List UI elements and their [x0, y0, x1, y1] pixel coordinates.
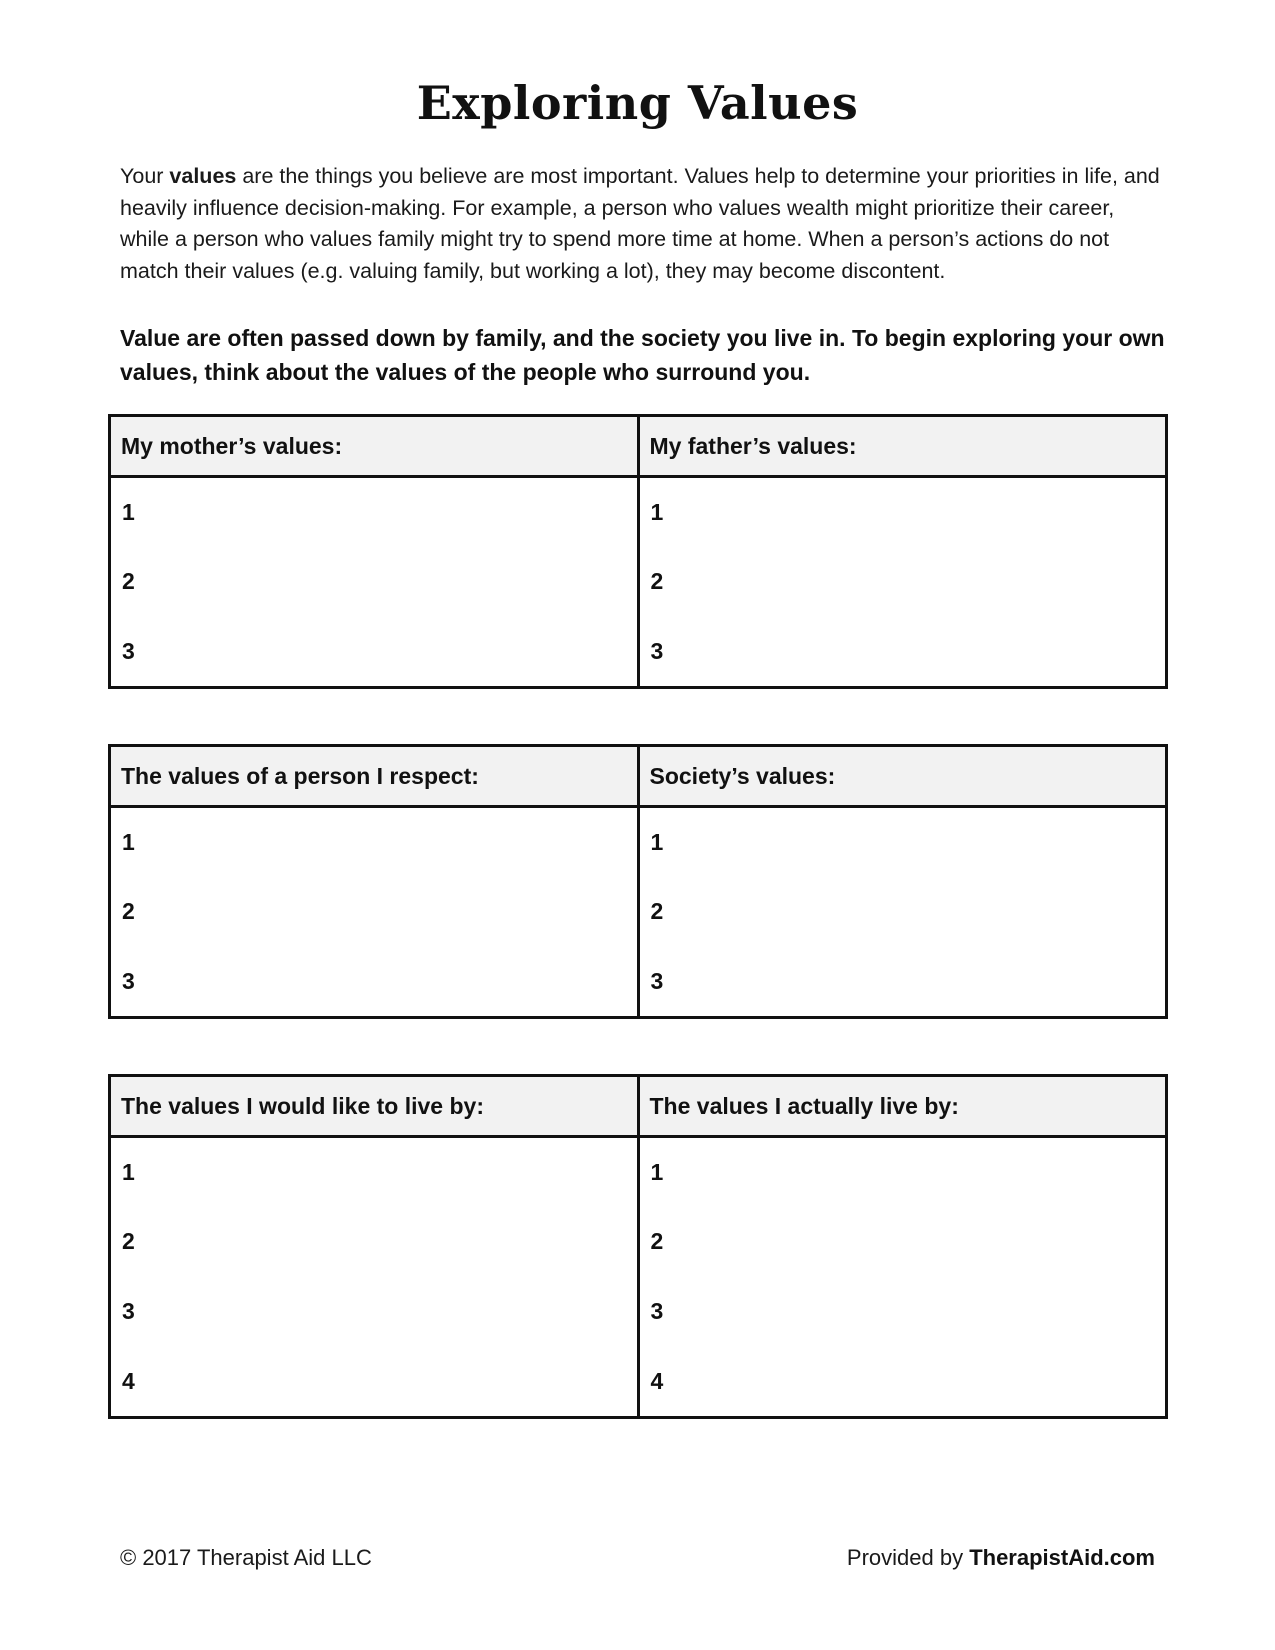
entry-row-1[interactable]: 1: [650, 498, 664, 525]
entry-row-3[interactable]: 3: [650, 1297, 664, 1324]
intro-bold-word: values: [169, 164, 237, 188]
page-title: Exploring Values: [416, 76, 859, 130]
entry-row-3[interactable]: 3: [650, 637, 664, 664]
entry-row-3[interactable]: 3: [122, 637, 135, 664]
column-ideal-values: [111, 1077, 637, 1416]
entry-row-3[interactable]: 3: [650, 967, 664, 994]
entry-row-2[interactable]: 2: [122, 567, 135, 594]
values-table-respect-society: [108, 744, 1168, 1019]
entry-row-1[interactable]: 1: [650, 1158, 664, 1185]
intro-prefix: Your: [120, 164, 170, 188]
provider-site-link[interactable]: TherapistAid.com: [969, 1545, 1155, 1570]
entry-row-2[interactable]: 2: [122, 897, 135, 924]
entry-row-1[interactable]: 1: [122, 828, 135, 855]
column-header: The values of a person I respect:: [111, 747, 637, 808]
intro-paragraph: [120, 161, 1165, 287]
entry-row-2[interactable]: 2: [650, 897, 664, 924]
column-header: The values I actually live by:: [640, 1077, 1166, 1138]
entry-row-1[interactable]: 1: [122, 498, 135, 525]
entry-row-4[interactable]: 4: [122, 1367, 135, 1394]
entry-row-2[interactable]: 2: [122, 1227, 135, 1254]
column-actual-values: [637, 1077, 1166, 1416]
copyright-notice: © 2017 Therapist Aid LLC: [120, 1545, 372, 1570]
column-society-values: [637, 747, 1166, 1016]
entry-row-1[interactable]: 1: [650, 828, 664, 855]
intro-rest: are the things you believe are most important. Values help to determine your priorities in life, and heavily influence decision-making. For example, a person who values wealth might prioritize their career, while a person who values family might try to spend more time at home. When a person’s actions do not match their values (e.g. valuing family, but working a lot), they may become discontent.: [120, 164, 1160, 283]
provided-by-prefix: Provided by: [846, 1545, 970, 1570]
entry-row-3[interactable]: 3: [122, 967, 135, 994]
column-header: My mother’s values:: [111, 417, 637, 478]
entry-row-3[interactable]: 3: [122, 1297, 135, 1324]
values-table-personal: [108, 1074, 1168, 1419]
column-header: The values I would like to live by:: [111, 1077, 637, 1138]
entry-row-4[interactable]: 4: [650, 1367, 664, 1394]
column-father-values: [637, 417, 1166, 686]
entry-row-2[interactable]: 2: [650, 1227, 664, 1254]
entry-row-1[interactable]: 1: [122, 1158, 135, 1185]
lead-instruction: Value are often passed down by family, and the society you live in. To begin exploring your own values, think about the values of the people who surround you.: [120, 325, 1165, 385]
column-mother-values: [111, 417, 637, 686]
values-table-family: [108, 414, 1168, 689]
entry-row-2[interactable]: 2: [650, 567, 664, 594]
provided-by: [847, 1545, 1155, 1571]
column-respected-person-values: [111, 747, 637, 1016]
column-header: My father’s values:: [640, 417, 1166, 478]
column-header: Society’s values:: [640, 747, 1166, 808]
